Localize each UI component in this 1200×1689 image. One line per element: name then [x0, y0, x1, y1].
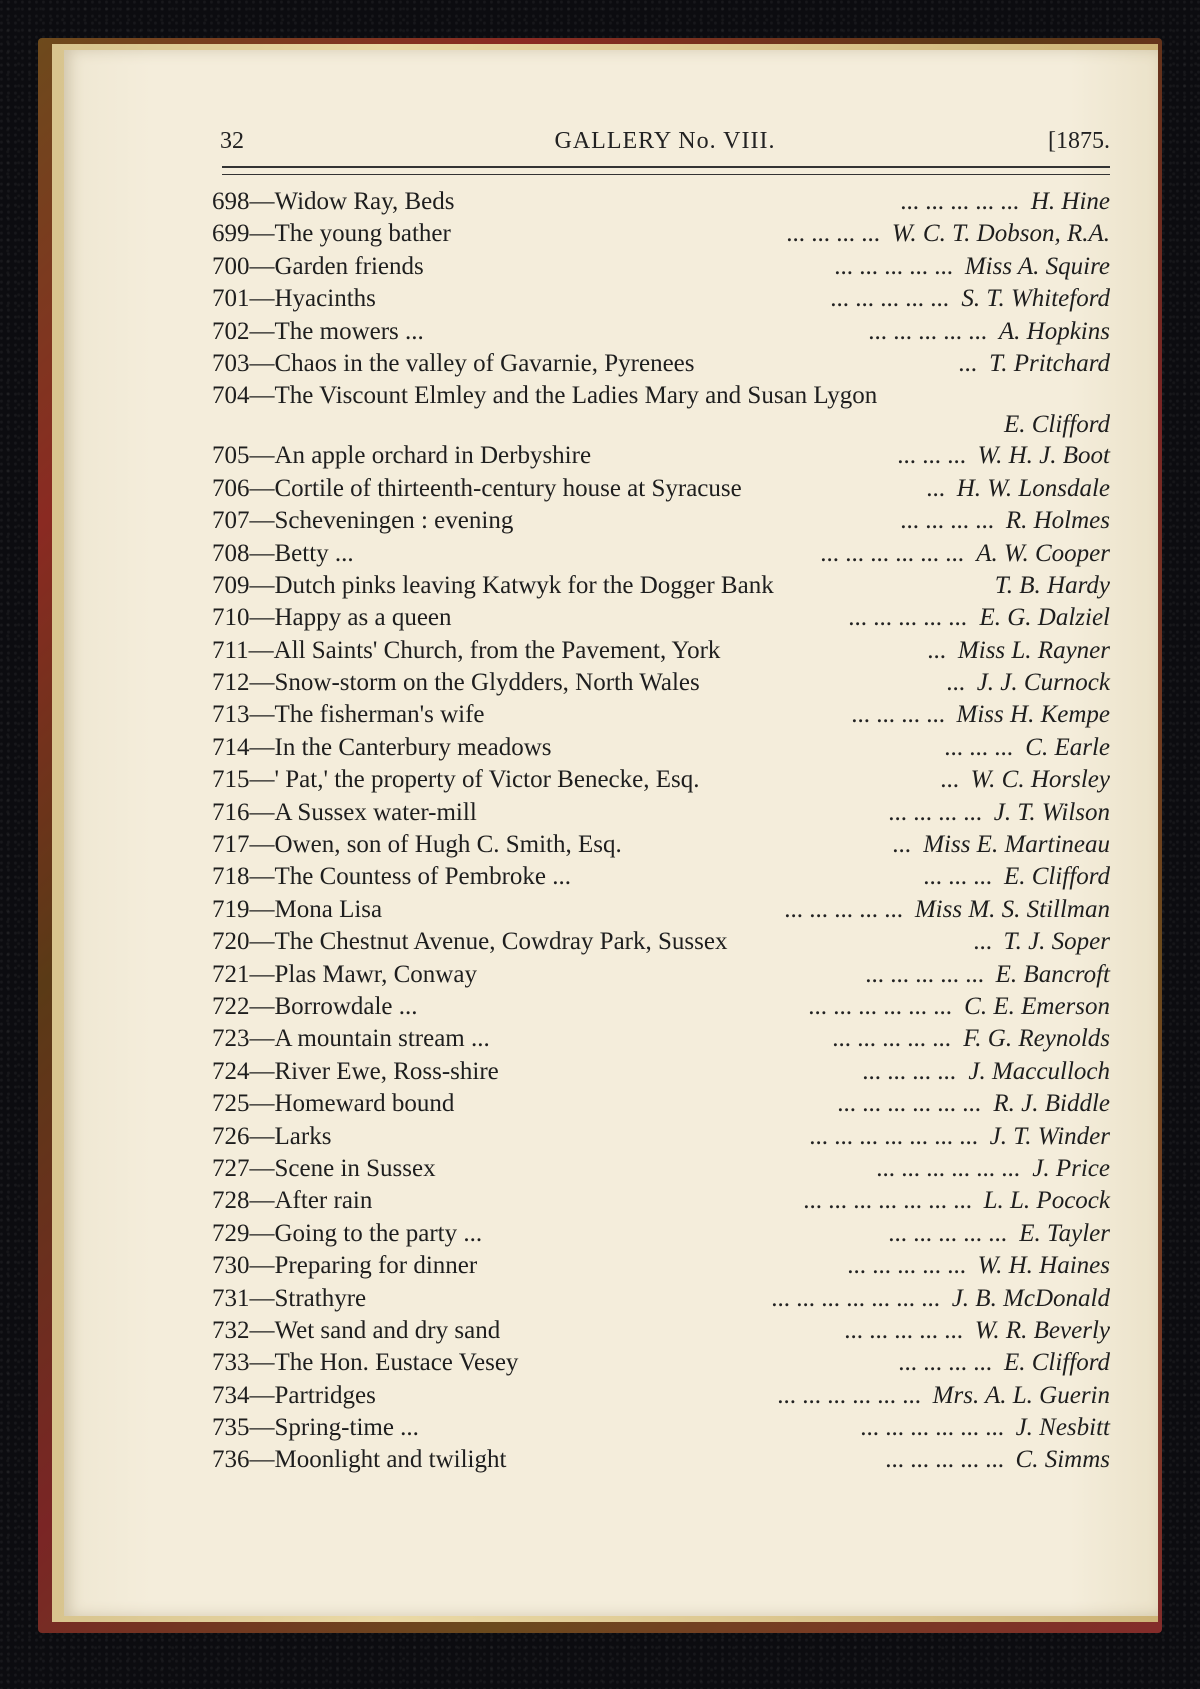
catalogue-entry	[212, 507, 1110, 539]
catalogue-entry	[212, 1285, 1110, 1317]
entry-artist: A. W. Cooper	[976, 539, 1110, 567]
entry-artist: C. E. Emerson	[964, 992, 1110, 1020]
entry-artist: R. J. Biddle	[993, 1090, 1110, 1118]
entry-title: 717—Owen, son of Hugh C. Smith, Esq.	[212, 831, 622, 859]
entry-title: 718—The Countess of Pembroke ...	[212, 863, 571, 891]
catalogue-entry	[212, 896, 1110, 928]
entry-leader-dots: ... ... ... ... ...	[844, 1316, 963, 1344]
entry-title: 727—Scene in Sussex	[212, 1154, 436, 1182]
entry-title: 703—Chaos in the valley of Gavarnie, Pyrenees	[212, 349, 695, 377]
entry-leader-dots: ...	[892, 831, 911, 859]
entry-title: 701—Hyacinths	[212, 285, 376, 313]
entry-leader-dots: ... ... ... ...	[888, 798, 982, 826]
entry-artist: C. Simms	[1015, 1446, 1110, 1474]
entry-title: 702—The mowers ...	[212, 317, 424, 345]
entry-artist: H. W. Lonsdale	[956, 474, 1110, 502]
entry-artist: W. H. Haines	[977, 1252, 1110, 1280]
entry-title: 700—Garden friends	[212, 252, 424, 280]
catalogue-entry	[212, 540, 1110, 572]
entry-title: 704—The Viscount Elmley and the Ladies Mary and Susan Lygon	[212, 382, 878, 410]
entry-leader-dots: ... ... ... ...	[786, 220, 880, 248]
entry-leader-dots: ... ... ...	[897, 442, 966, 470]
entry-title: 722—Borrowdale ...	[212, 992, 418, 1020]
catalogue-entry	[212, 701, 1110, 733]
entry-title: 728—After rain	[212, 1187, 373, 1215]
entry-artist: T. Pritchard	[989, 349, 1110, 377]
entry-leader-dots: ... ... ... ... ...	[865, 960, 984, 988]
entry-leader-dots: ...	[927, 636, 946, 664]
catalogue-entry	[212, 1220, 1110, 1252]
entry-title: 730—Preparing for dinner	[212, 1252, 478, 1280]
catalogue-entry	[212, 1187, 1110, 1219]
entry-title: 736—Moonlight and twilight	[212, 1446, 507, 1474]
entry-title: 707—Scheveningen : evening	[212, 507, 514, 535]
page-year: [1875.	[1048, 128, 1110, 154]
entry-leader-dots: ... ... ... ... ...	[832, 1025, 951, 1053]
entry-title: 698—Widow Ray, Beds	[212, 188, 455, 215]
entry-artist: W. R. Beverly	[974, 1316, 1110, 1344]
entry-title: 709—Dutch pinks leaving Katwyk for the Dogger Bank	[212, 571, 774, 599]
catalogue-entry	[212, 318, 1110, 350]
entry-leader-dots: ... ... ... ...	[900, 507, 994, 535]
entry-leader-dots: ... ... ... ... ... ...	[820, 539, 964, 567]
entry-leader-dots: ... ... ... ... ... ... ...	[771, 1284, 940, 1312]
catalogue-entry	[212, 1058, 1110, 1090]
catalogue-entry	[212, 928, 1110, 960]
page-title: GALLERY No. VIII.	[554, 128, 776, 154]
entry-title: 708—Betty ...	[212, 539, 354, 567]
entry-leader-dots: ... ... ... ... ...	[847, 1252, 966, 1280]
entry-artist: E. G. Dalziel	[979, 604, 1110, 632]
entry-title: 725—Homeward bound	[212, 1090, 455, 1118]
entry-leader-dots: ...	[958, 349, 977, 377]
entry-artist: J. B. McDonald	[951, 1284, 1110, 1312]
entry-leader-dots: ... ... ... ... ... ...	[777, 1381, 921, 1409]
entry-title: 721—Plas Mawr, Conway	[212, 960, 477, 988]
entry-leader-dots: ... ... ... ... ...	[848, 604, 967, 632]
entry-title: 720—The Chestnut Avenue, Cowdray Park, Sussex	[212, 928, 728, 956]
entry-leader-dots: ... ... ... ... ... ...	[876, 1154, 1020, 1182]
entry-artist: Miss L. Rayner	[957, 636, 1110, 664]
entry-leader-dots: ... ... ... ... ...	[830, 285, 949, 313]
entry-leader-dots: ... ... ... ... ...	[888, 1219, 1007, 1247]
catalogue-entry	[212, 253, 1110, 285]
entry-artist: W. C. T. Dobson, R.A.	[891, 220, 1110, 248]
entry-artist: S. T. Whiteford	[961, 285, 1110, 313]
entry-leader-dots: ... ... ... ... ... ... ...	[803, 1187, 972, 1215]
catalogue-entry	[212, 863, 1110, 895]
entry-leader-dots: ... ... ... ... ...	[885, 1446, 1004, 1474]
entry-leader-dots: ... ... ... ... ... ...	[808, 992, 952, 1020]
entry-artist: E. Tayler	[1019, 1219, 1110, 1247]
entry-artist: J. Nesbitt	[1015, 1414, 1110, 1442]
catalogue-list	[212, 188, 1110, 1479]
catalogue-entry	[212, 1252, 1110, 1284]
entry-leader-dots: ... ... ... ... ... ...	[860, 1414, 1004, 1442]
entry-leader-dots: ...	[973, 928, 992, 956]
catalogue-entry	[212, 961, 1110, 993]
entry-leader-dots: ...	[946, 669, 965, 697]
catalogue-entry	[212, 831, 1110, 863]
catalogue-entry	[212, 734, 1110, 766]
catalogue-entry	[212, 799, 1110, 831]
entry-leader-dots: ... ... ... ... ...	[868, 317, 987, 345]
catalogue-entry	[212, 604, 1110, 636]
catalogue-entry	[212, 475, 1110, 507]
catalogue-entry	[212, 572, 1110, 604]
entry-artist: F. G. Reynolds	[963, 1025, 1110, 1053]
catalogue-entry	[212, 1025, 1110, 1057]
entry-artist: T. J. Soper	[1003, 928, 1110, 956]
entry-title: 706—Cortile of thirteenth-century house at Syracuse	[212, 474, 742, 502]
entry-title: 712—Snow-storm on the Glydders, North Wales	[212, 669, 700, 697]
entry-title: 713—The fisherman's wife	[212, 701, 485, 729]
entry-artist: T. B. Hardy	[994, 571, 1110, 599]
entry-artist: R. Holmes	[1005, 507, 1110, 535]
entry-artist: E. Clifford	[1003, 863, 1110, 891]
entry-leader-dots: ... ... ... ... ...	[834, 252, 953, 280]
entry-title: 711—All Saints' Church, from the Pavement, York	[212, 636, 721, 664]
entry-artist: J. Macculloch	[968, 1057, 1110, 1085]
catalogue-entry	[212, 350, 1110, 382]
entry-title: 715—' Pat,' the property of Victor Benecke, Esq.	[212, 766, 700, 794]
entry-title: 723—A mountain stream ...	[212, 1025, 490, 1053]
entry-artist: E. Clifford	[1003, 1349, 1110, 1377]
catalogue-entry	[212, 382, 1110, 442]
catalogue-entry	[212, 1155, 1110, 1187]
entry-artist: J. Price	[1032, 1154, 1110, 1182]
page-number: 32	[220, 128, 244, 154]
entry-title: 732—Wet sand and dry sand	[212, 1316, 501, 1344]
entry-artist: Miss E. Martineau	[923, 831, 1110, 859]
entry-artist: Miss A. Squire	[964, 252, 1110, 280]
entry-title: 731—Strathyre	[212, 1284, 367, 1312]
entry-artist: W. H. J. Boot	[977, 442, 1110, 470]
entry-title: 710—Happy as a queen	[212, 604, 452, 632]
entry-artist: Mrs. A. L. Guerin	[932, 1381, 1110, 1409]
entry-leader-dots: ... ... ... ... ...	[784, 895, 903, 923]
entry-leader-dots: ... ... ...	[923, 863, 992, 891]
entry-title: 714—In the Canterbury meadows	[212, 733, 552, 761]
entry-artist: A. Hopkins	[998, 317, 1110, 345]
entry-leader-dots: ...	[926, 474, 945, 502]
entry-artist: J. J. Curnock	[976, 669, 1110, 697]
catalogue-entry	[212, 766, 1110, 798]
entry-title: 716—A Sussex water-mill	[212, 798, 477, 826]
entry-artist: C. Earle	[1025, 733, 1110, 761]
entry-artist: E. Clifford	[1003, 411, 1110, 439]
entry-title: 719—Mona Lisa	[212, 895, 383, 923]
entry-artist: L. L. Pocock	[983, 1187, 1110, 1215]
entry-artist: E. Bancroft	[995, 960, 1110, 988]
entry-leader-dots: ... ... ... ... ...	[900, 188, 1019, 215]
catalogue-entry	[212, 1382, 1110, 1414]
entry-artist: J. T. Wilson	[993, 798, 1110, 826]
entry-title: 705—An apple orchard in Derbyshire	[212, 442, 592, 470]
entry-artist: J. T. Winder	[989, 1122, 1110, 1150]
entry-leader-dots: ... ... ... ...	[862, 1057, 956, 1085]
entry-leader-dots: ... ... ...	[944, 733, 1013, 761]
catalogue-entry	[212, 1090, 1110, 1122]
entry-leader-dots: ... ... ... ... ... ... ...	[809, 1122, 978, 1150]
entry-title: 734—Partridges	[212, 1381, 376, 1409]
catalogue-entry	[212, 1349, 1110, 1381]
catalogue-entry	[212, 1317, 1110, 1349]
catalogue-entry	[212, 669, 1110, 701]
entry-title: 726—Larks	[212, 1122, 332, 1150]
catalogue-entry	[212, 442, 1110, 474]
catalogue-entry	[212, 993, 1110, 1025]
entry-leader-dots: ... ... ... ...	[898, 1349, 992, 1377]
header-rule	[222, 166, 1110, 175]
entry-artist: W. C. Horsley	[970, 766, 1110, 794]
catalogue-entry	[212, 220, 1110, 252]
entry-title: 699—The young bather	[212, 220, 451, 248]
entry-title: 733—The Hon. Eustace Vesey	[212, 1349, 519, 1377]
entry-title: 735—Spring-time ...	[212, 1414, 419, 1442]
entry-artist: Miss M. S. Stillman	[914, 895, 1110, 923]
entry-artist: Miss H. Kempe	[956, 701, 1110, 729]
entry-leader-dots: ... ... ... ...	[851, 701, 945, 729]
entry-title: 724—River Ewe, Ross-shire	[212, 1057, 499, 1085]
catalogue-entry	[212, 1446, 1110, 1478]
catalogue-entry	[212, 637, 1110, 669]
catalogue-entry	[212, 285, 1110, 317]
entry-leader-dots: ... ... ... ... ... ...	[837, 1090, 981, 1118]
entry-title: 729—Going to the party ...	[212, 1219, 483, 1247]
entry-leader-dots: ...	[940, 766, 959, 794]
entry-artist: H. Hine	[1030, 188, 1110, 215]
page-header	[220, 128, 1110, 162]
catalogue-entry	[212, 1414, 1110, 1446]
catalogue-entry	[212, 188, 1110, 220]
catalogue-entry	[212, 1123, 1110, 1155]
